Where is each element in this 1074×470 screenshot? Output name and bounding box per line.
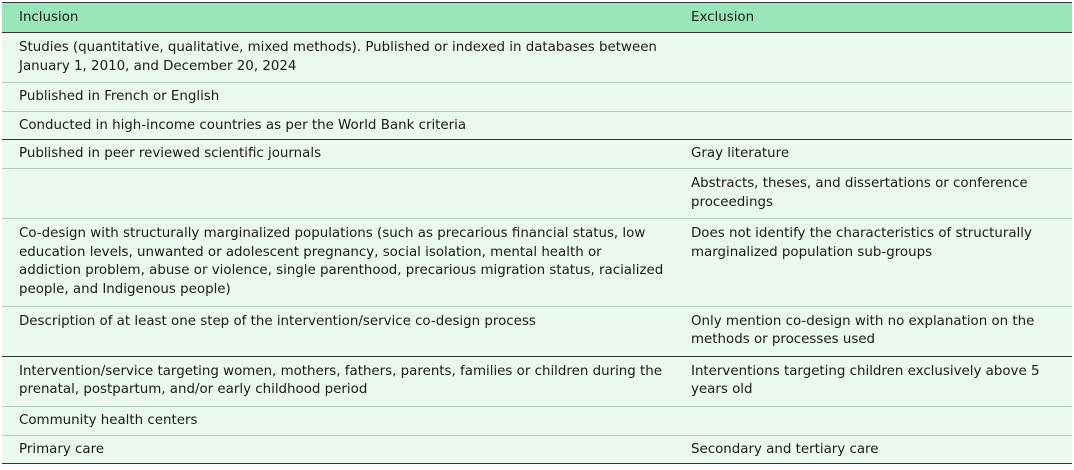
inclusion-cell: Community health centers	[19, 412, 198, 428]
exclusion-cell	[674, 406, 1072, 435]
inclusion-cell: Primary care	[19, 441, 105, 457]
exclusion-cell	[674, 111, 1072, 140]
exclusion-cell	[674, 83, 1072, 112]
table-row	[2, 435, 1072, 464]
table-row	[2, 406, 1072, 435]
exclusion-cell: Secondary and tertiary care	[691, 441, 879, 457]
inclusion-cell	[2, 168, 674, 218]
exclusion-cell: Does not identify the characteristics of structurally marginalized population sub-groups	[691, 226, 1032, 260]
table-header	[2, 3, 1072, 33]
exclusion-cell	[674, 33, 1072, 83]
inclusion-cell: Co-design with structurally marginalized populations (such as precarious financial status, low education levels, unwanted or adolescent pregnancy, social isolation, mental health or addiction problem, abuse or violence, single parenthood, precarious migration status, racialized people, and Indigenous people)	[19, 226, 664, 297]
exclusion-cell: Interventions targeting children exclusively above 5 years old	[691, 363, 1040, 398]
table-row	[2, 168, 1072, 218]
criteria-table-container	[2, 2, 1072, 464]
inclusion-cell: Published in French or English	[19, 89, 220, 105]
inclusion-cell: Conducted in high-income countries as per the World Bank criteria	[19, 117, 467, 133]
exclusion-cell: Gray literature	[691, 146, 790, 162]
table-row	[2, 140, 1072, 169]
table-row	[2, 306, 1072, 356]
table-row	[2, 83, 1072, 112]
inclusion-header: Inclusion	[19, 10, 79, 25]
table-body	[2, 33, 1072, 464]
table-row	[2, 111, 1072, 140]
header-row	[2, 3, 1072, 33]
exclusion-cell: Abstracts, theses, and dissertations or conference proceedings	[691, 175, 1028, 210]
table-row	[2, 219, 1072, 306]
exclusion-header: Exclusion	[691, 10, 755, 25]
inclusion-cell: Published in peer reviewed scientific journals	[19, 146, 322, 162]
table-row	[2, 33, 1072, 83]
exclusion-cell: Only mention co-design with no explanation on the methods or processes used	[691, 313, 1035, 348]
inclusion-cell: Intervention/service targeting women, mothers, fathers, parents, families or children during the prenatal, postpartum, and/or early childhood period	[19, 363, 663, 398]
table-row	[2, 356, 1072, 406]
inclusion-cell: Description of at least one step of the intervention/service co-design process	[19, 313, 536, 329]
inclusion-exclusion-table	[2, 2, 1072, 464]
inclusion-cell: Studies (quantitative, qualitative, mixed methods). Published or indexed in databases between January 1, 2010, and December 20, 2024	[19, 40, 657, 74]
